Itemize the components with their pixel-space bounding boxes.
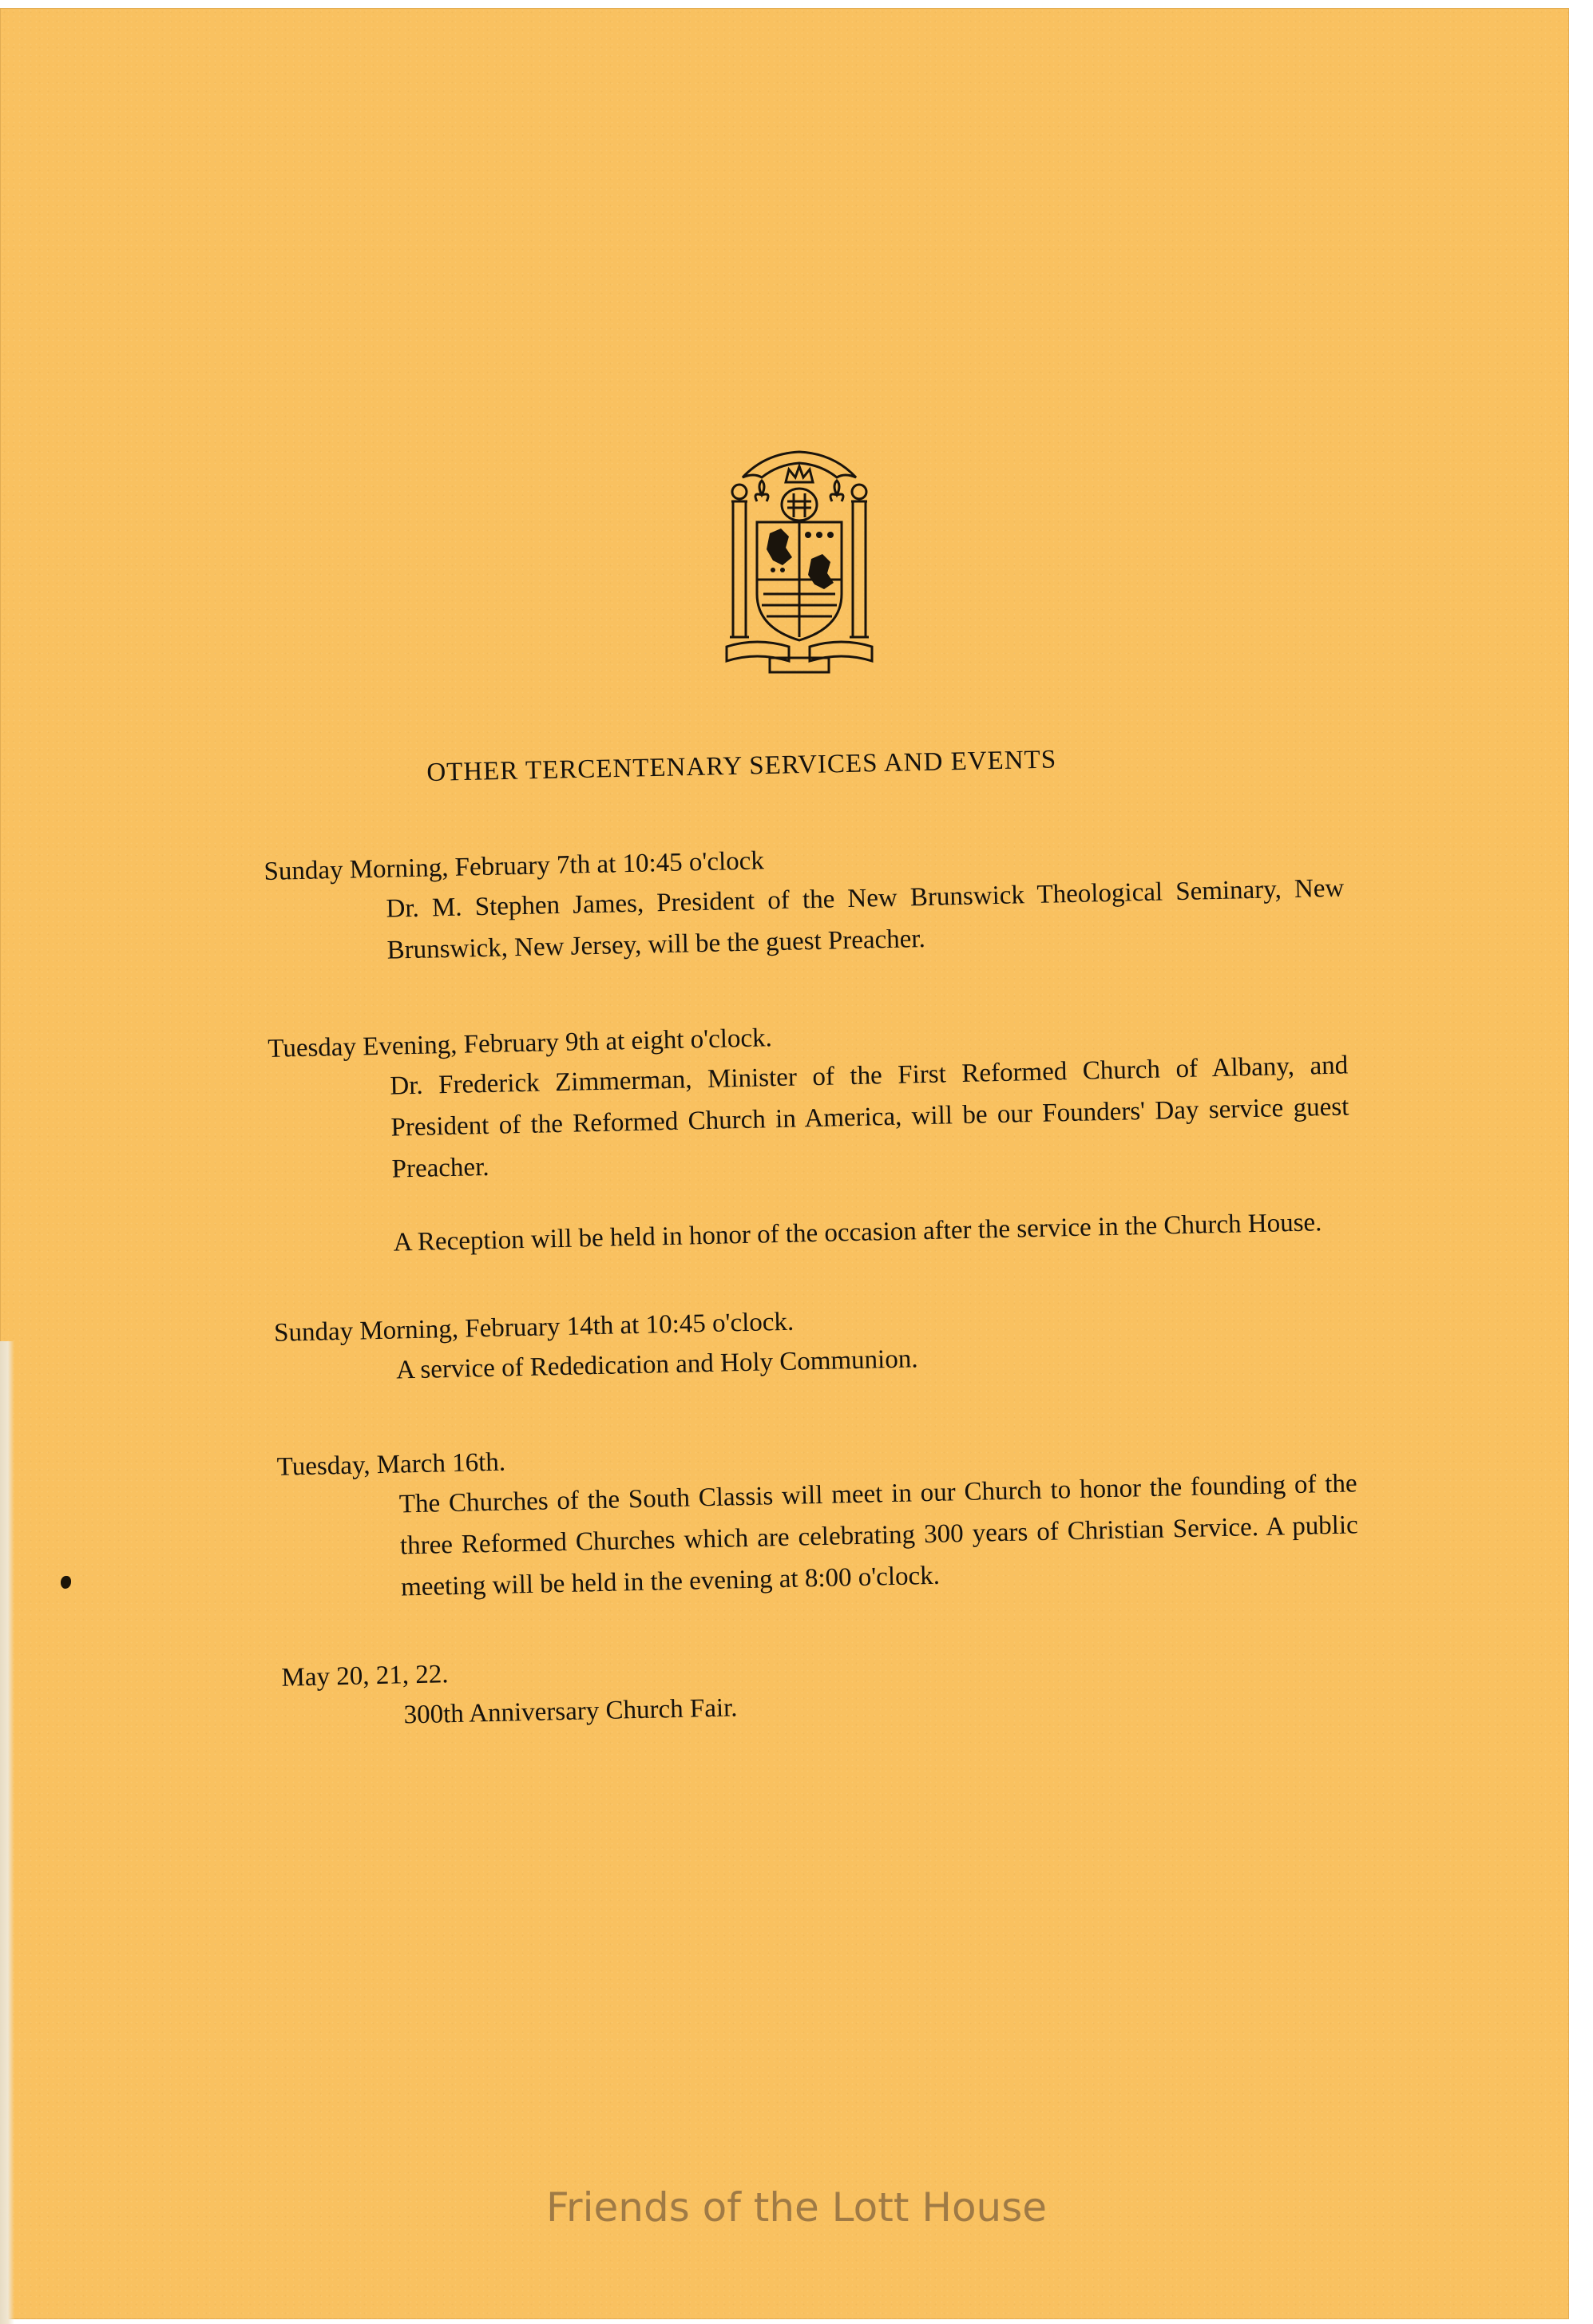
event-item	[264, 828, 1384, 974]
event-description: 300th Anniversary Church Fair.	[403, 1693, 738, 1730]
event-description: Dr. M. Stephen James, President of the New Brunswick Theological Seminary, New Brunswick, New Jersey, will be the guest Preacher.	[386, 873, 1345, 965]
event-item	[274, 1289, 1393, 1394]
event-date: Tuesday Evening, February 9th at eight o'clock.	[267, 1023, 773, 1063]
events-list	[264, 828, 1401, 1738]
church-coat-of-arms-icon	[725, 445, 874, 675]
event-date: May 20, 21, 22.	[281, 1660, 449, 1693]
page-edge-shadow	[0, 1341, 14, 2324]
event-date: Tuesday, March 16th.	[276, 1447, 506, 1482]
event-description: The Churches of the South Classis will meet in our Church to honor the founding of the three Reformed Churches which are celebrating 300 years of Christian Service. A public meeting will be held in the evening at 8:00 o'clock.	[398, 1469, 1359, 1602]
event-date: Sunday Morning, February 7th at 10:45 o'clock	[264, 846, 765, 886]
page-title: OTHER TERCENTENARY SERVICES AND EVENTS	[426, 745, 1057, 787]
event-note: A Reception will be held in honor of the occasion after the service in the Church House.	[393, 1208, 1322, 1257]
event-item	[276, 1423, 1397, 1610]
event-date: Sunday Morning, February 14th at 10:45 o'clock.	[273, 1307, 795, 1348]
event-item	[267, 1005, 1390, 1265]
event-description: Dr. Frederick Zimmerman, Minister of the First Reformed Church of Albany, and President of the Reformed Church in America, will be our Founders' Day service guest Preacher.	[390, 1051, 1349, 1184]
event-description: A service of Rededication and Holy Communion.	[395, 1344, 918, 1385]
page-right-margin	[1569, 0, 1593, 2324]
watermark: Friends of the Lott House	[545, 2184, 1048, 2231]
